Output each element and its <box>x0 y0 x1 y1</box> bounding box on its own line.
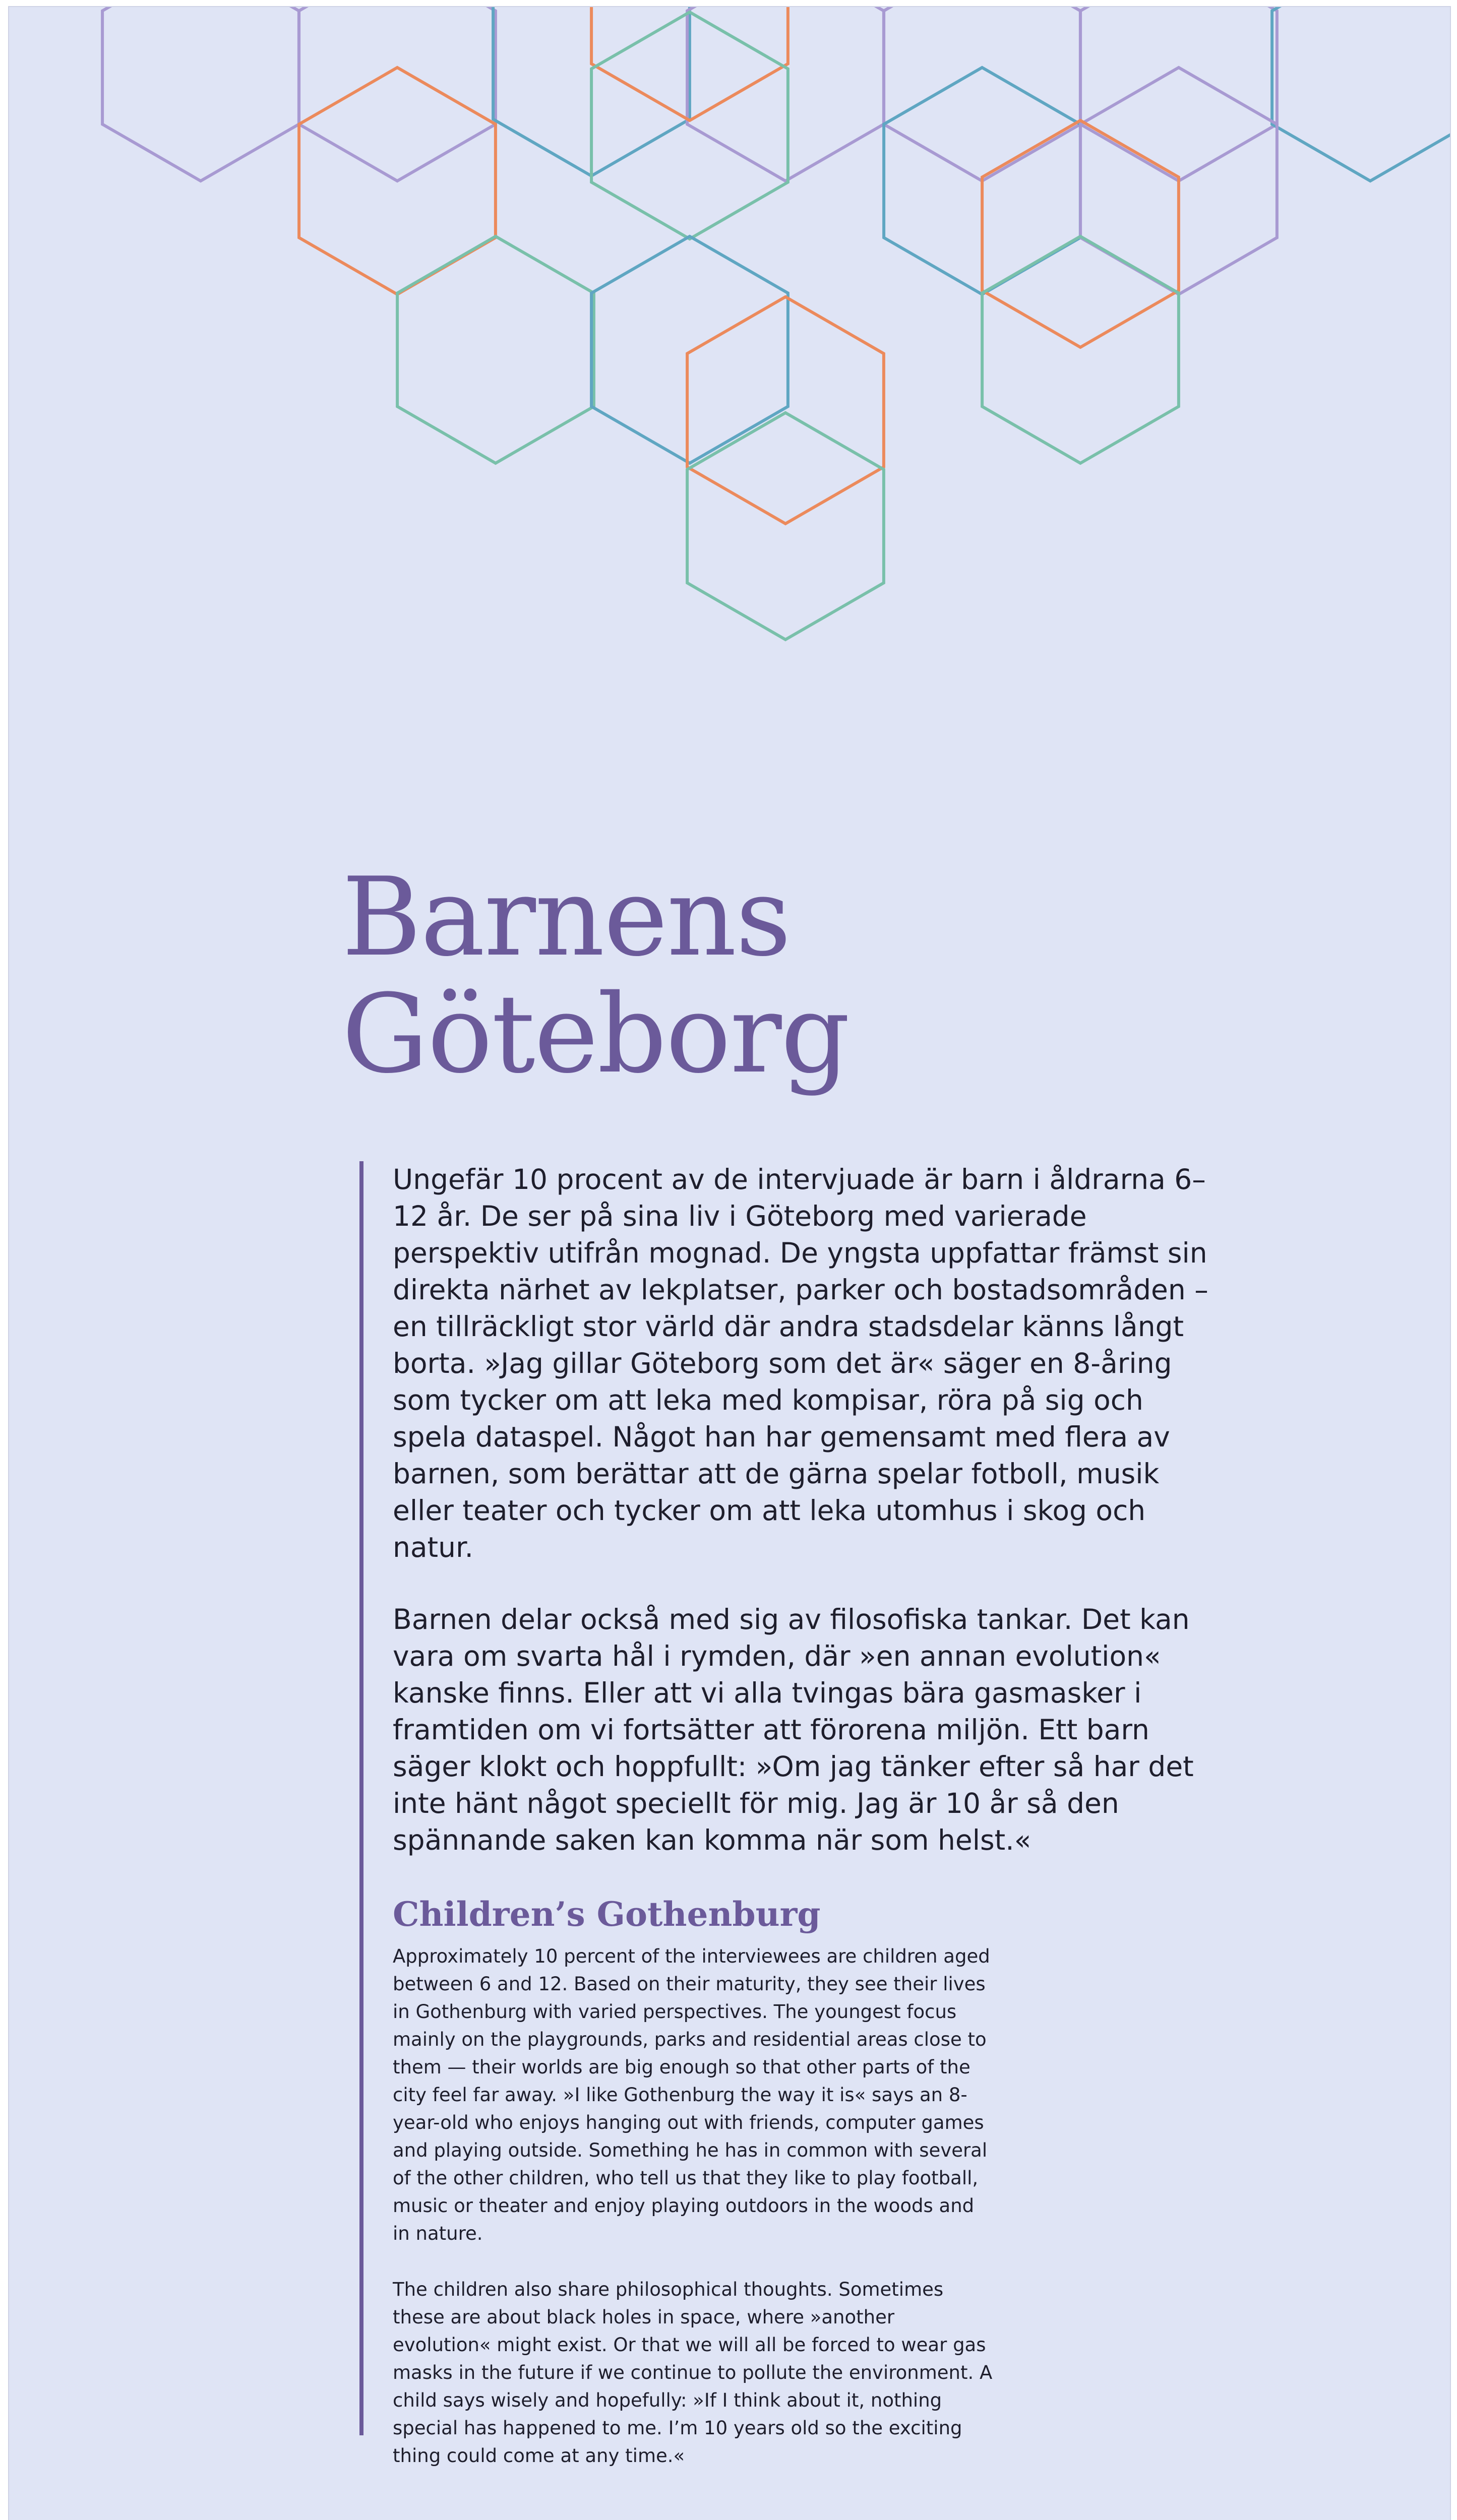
hexagon-shape <box>884 7 1080 181</box>
hexagon-shape <box>982 236 1179 463</box>
hexagon-shape <box>1080 7 1277 181</box>
title-line-2: Göteborg <box>342 971 849 1097</box>
swedish-paragraph-1: Ungefär 10 procent av de intervjuade är barn i åldrarna 6–12 år. De ser på sina liv i Göteborg med varierade perspektiv utifrån mognad. De yngsta uppfattar främst sin direkta närhet av lekplatser, parker och bostadsområden – en tillräckligt stor värld där andra stadsdelar känns långt borta. »Jag gillar Göteborg som det är« säger en 8-åring som tycker om att leka med kompisar, röra på sig och spela dataspel. Något han har gemensamt med flera av barnen, som berättar att de gärna spelar fotboll, musik eller teater och tycker om att leka utomhus i skog och natur. <box>393 1163 1208 1563</box>
english-heading: Children’s Gothenburg <box>393 1895 821 1934</box>
swedish-paragraph-2: Barnen delar också med sig av filosofiska tankar. Det kan vara om svarta hål i rymden, där »en annan evolution« kanske finns. Eller att vi alla tvingas bära gasmasker i framtiden om vi fortsätter att förorena miljön. Ett barn säger klokt och hoppfullt: »Om jag tänker efter så har det inte hänt något speciellt för mig. Jag är 10 år så den spännande saken kan komma när som helst.« <box>393 1603 1194 1856</box>
swedish-section <box>393 1161 1227 1859</box>
english-paragraph-2: The children also share philosophical thoughts. Sometimes these are about black holes in space, where »another evolution« might exist. Or that we will all be forced to wear gas masks in the future if we continue to pollute the environment. A child says wisely and hopefully: »If I think about it, nothing special has happened to me. I’m 10 years old so the exciting thing could come at any time.« <box>393 2279 993 2467</box>
hexagon-shape <box>1272 7 1450 181</box>
hexagon-shape <box>397 236 594 463</box>
poster-page <box>9 7 1450 2520</box>
page-title <box>342 854 849 1097</box>
hexagon-shape <box>299 7 496 181</box>
english-section <box>393 1894 1227 2470</box>
title-line-1: Barnens <box>342 854 791 980</box>
article-body <box>359 1161 1227 2467</box>
english-paragraph-1: Approximately 10 percent of the interviewees are children aged between 6 and 12. Based on their maturity, they see their lives in Gothenburg with varied perspectives. The youngest focus mainly on the playgrounds, parks and residential areas close to them — their worlds are big enough so that other parts of the city feel far away. »I like Gothenburg the way it is« says an 8-year-old who enjoys hanging out with friends, computer games and playing outside. Something he has in common with several of the other children, who tell us that they like to play football, music or theater and enjoy playing outdoors in the woods and in nature. <box>393 1945 990 2244</box>
hexagon-pattern <box>9 7 1450 662</box>
hexagon-shape <box>102 7 299 181</box>
hexagon-shape <box>687 297 884 524</box>
hexagon-shape <box>687 7 884 181</box>
